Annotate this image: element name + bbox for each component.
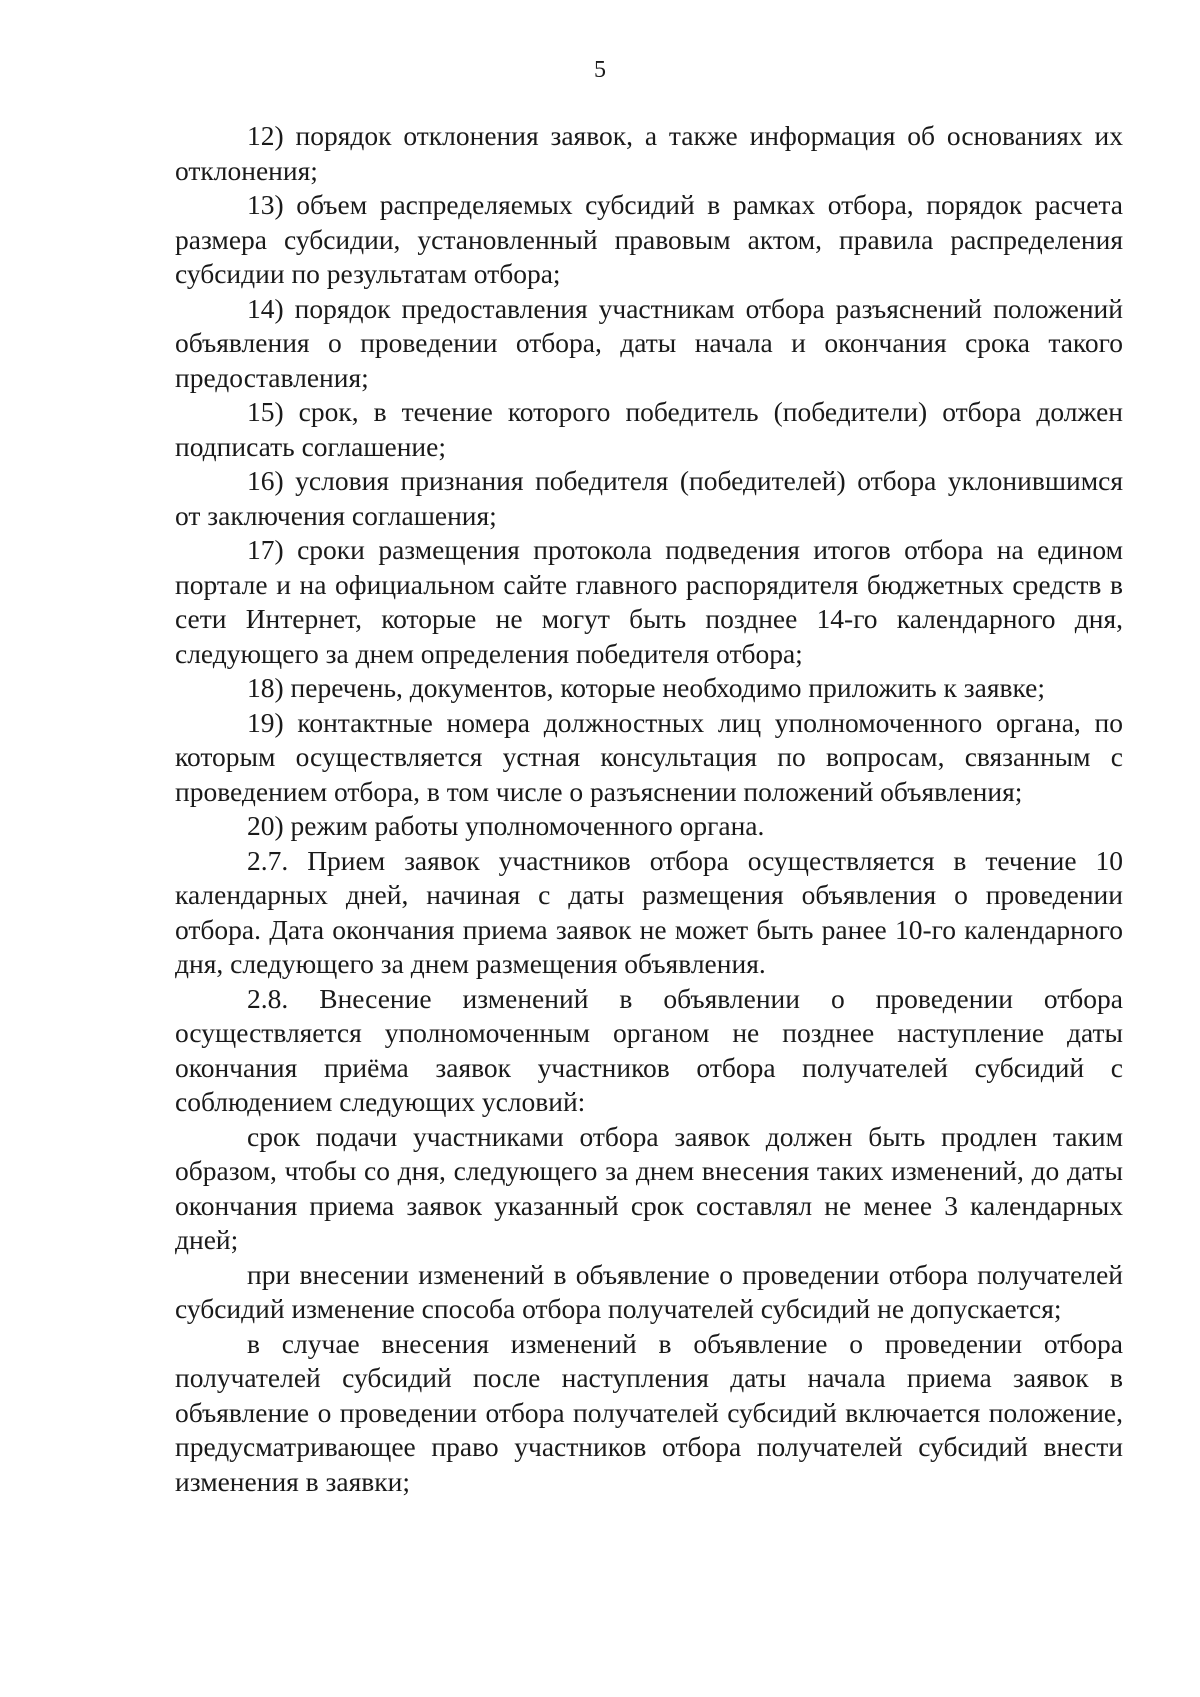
list-item-16: 16) условия признания победителя (победителей) отбора уклонившимся от заключения соглашения; (175, 465, 1123, 531)
list-item-17: 17) сроки размещения протокола подведения итогов отбора на едином портале и на официальном сайте главного распорядителя бюджетных средств в сети Интернет, которые не могут быть позднее 14-го календарного дня, следующего за днем определения победителя отбора; (175, 534, 1123, 669)
condition-amend-applications: в случае внесения изменений в объявление о проведении отбора получателей субсидий после наступления даты начала приема заявок в объявление о проведении отбора получателей субсидий включается положение, предусматривающее право участников отбора получателей субсидий внести изменения в заявки; (175, 1327, 1123, 1497)
list-item-12: 12) порядок отклонения заявок, а также информация об основаниях их отклонения; (175, 120, 1123, 186)
list-item-19: 19) контактные номера должностных лиц уполномоченного органа, по которым осуществляется устная консультация по вопросам, связанным с проведением отбора, в том числе о разъяснении положений объявления; (175, 706, 1123, 807)
condition-method-unchanged: при внесении изменений в объявление о проведении отбора получателей субсидий изменение способа отбора получателей субсидий не допускается; (175, 1258, 1123, 1324)
list-item-13: 13) объем распределяемых субсидий в рамках отбора, порядок расчета размера субсидии, установленный правовым актом, правила распределения субсидии по результатам отбора; (175, 189, 1123, 289)
document-body (175, 119, 1123, 1499)
list-item-14: 14) порядок предоставления участникам отбора разъяснений положений объявления о проведении отбора, даты начала и окончания срока такого предоставления; (175, 292, 1123, 393)
clause-2-8: 2.8. Внесение изменений в объявлении о проведении отбора осуществляется уполномоченным органом не позднее наступление даты окончания приёма заявок участников отбора получателей субсидий с соблюдением следующих условий: (175, 982, 1123, 1117)
list-item-15: 15) срок, в течение которого победитель (победители) отбора должен подписать соглашение; (175, 396, 1123, 462)
page-number: 5 (594, 57, 606, 83)
condition-deadline-extension: срок подачи участниками отбора заявок должен быть продлен таким образом, чтобы со дня, следующего за днем внесения таких изменений, до даты окончания приема заявок указанный срок составлял не менее 3 календарных дней; (175, 1120, 1123, 1255)
list-item-20: 20) режим работы уполномоченного органа. (247, 810, 765, 841)
list-item-18: 18) перечень, документов, которые необходимо приложить к заявке; (247, 672, 1045, 703)
clause-2-7: 2.7. Прием заявок участников отбора осуществляется в течение 10 календарных дней, начиная с даты размещения объявления о проведении отбора. Дата окончания приема заявок не может быть ранее 10-го календарного дня, следующего за днем размещения объявления. (175, 844, 1123, 979)
